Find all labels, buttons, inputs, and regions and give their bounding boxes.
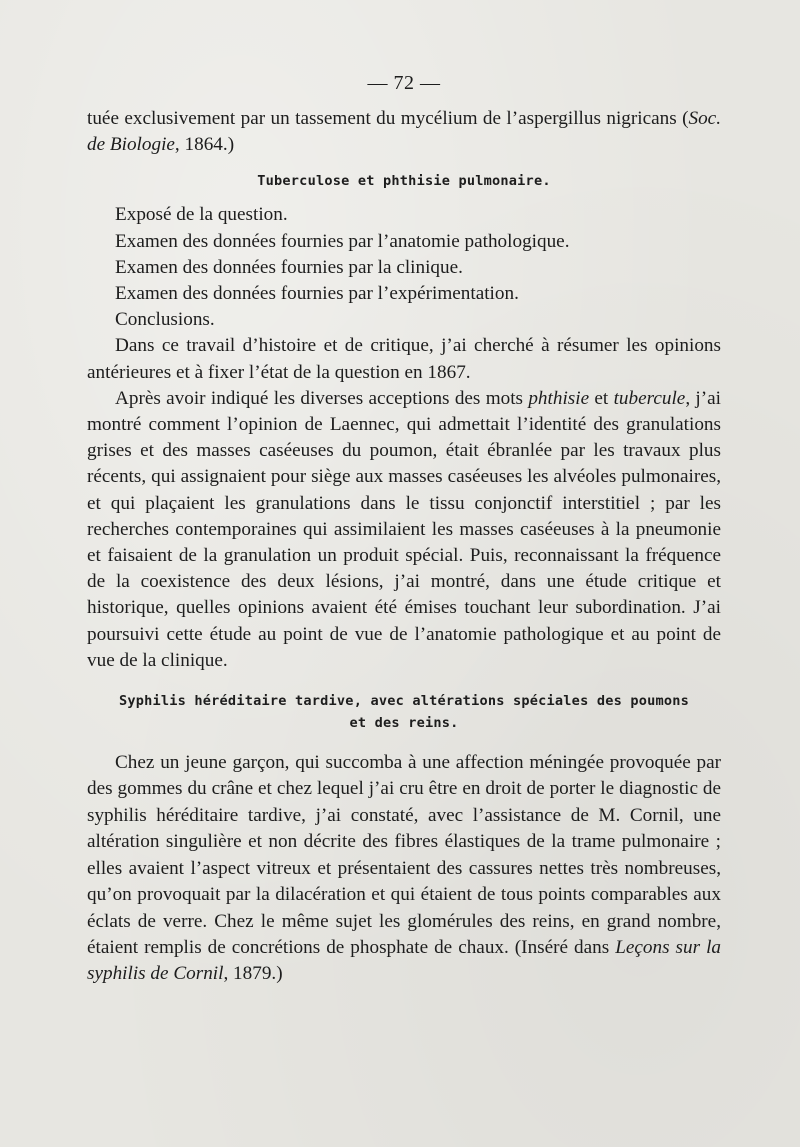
section-outline-list: [87, 202, 721, 333]
paragraph-text: , j’ai montré comment l’opinion de Laennec, qui admettait l’identité des granulations grises et des masses caséeuses du poumon, était ébranlée par les travaux plus récents, qui assignaient pour siège aux masses caséeuses les alvéoles pulmonaires, et qui plaçaient les granulations dans le tissu conjonctif interstitiel ; par les recherches contemporaines qui assimilaient les masses caséeuses à la pneumonie et faisaient de la granulation un produit spécial. Puis, reconnaissant la fréquence de la coexistence des deux lésions, j’ai montré, dans une étude critique et historique, quelles opinions avaient été émises touchant leur subordination. J’ai poursuivi cette étude au point de vue de l’anatomie pathologique et au point de vue de la clinique.: [87, 387, 721, 671]
outline-item: Exposé de la question.: [115, 204, 288, 226]
page-number: — 72 —: [367, 72, 441, 94]
paragraph-text: Chez un jeune garçon, qui succomba à une affection méningée provoquée par des gommes du crâne et chez lequel j’ai cru être en droit de porter le diagnostic de syphilis héréditaire tardive, j’ai constaté, avec l’assistance de M. Cornil, une altération singulière et non décrite des fibres élastiques de la trame pulmonaire ; elles avaient l’aspect vitreux et présentaient des cassures nettes très nombreuses, qu’on provoquait par la dilacération et qui étaient de tous points comparables aux éclats de verre. Chez le même sujet les glomérules des reins, en grand nombre, étaient remplis de concrétions de phosphate de chaux. (Inséré dans: [87, 752, 721, 958]
paragraph-text: et: [589, 387, 614, 409]
opening-year: , 1864.): [174, 134, 235, 156]
outline-item: Conclusions.: [115, 309, 215, 331]
journal-title: Soc. de Biologie: [87, 108, 721, 156]
section-heading-line: Syphilis héréditaire tardive, avec altérations spéciales des poumons: [118, 693, 690, 710]
opening-paragraph: [87, 106, 721, 158]
paragraph-text: , 1879.): [223, 963, 283, 985]
paragraph-text: Après avoir indiqué les diverses acceptions des mots: [115, 387, 529, 409]
body-paragraph-history: Dans ce travail d’histoire et de critique, j’ai cherché à résumer les opinions antérieures et à fixer l’état de la question en 1867.: [87, 335, 721, 383]
section-heading-syphilis: [87, 690, 721, 734]
page-content: [87, 70, 721, 988]
italic-term-tubercule: tubercule: [613, 387, 686, 409]
section-heading-line: et des reins.: [349, 715, 459, 732]
section-heading-tuberculose: Tuberculose et phthisie pulmonaire.: [257, 173, 551, 190]
outline-item: Examen des données fournies par l’anatomie pathologique.: [115, 230, 570, 252]
body-paragraph-phthisie: [87, 386, 721, 674]
outline-item: Examen des données fournies par la clinique.: [115, 256, 463, 278]
book-title: Leçons sur la syphilis de Cornil: [87, 936, 721, 985]
outline-item: Examen des données fournies par l’expérimentation.: [115, 283, 519, 305]
section-body-syphilis: [87, 750, 721, 988]
italic-term-phthisie: phthisie: [528, 387, 590, 409]
opening-text: tuée exclusivement par un tassement du mycélium de l’aspergillus nigricans (: [87, 108, 689, 129]
body-paragraph-syphilis: [87, 750, 721, 988]
